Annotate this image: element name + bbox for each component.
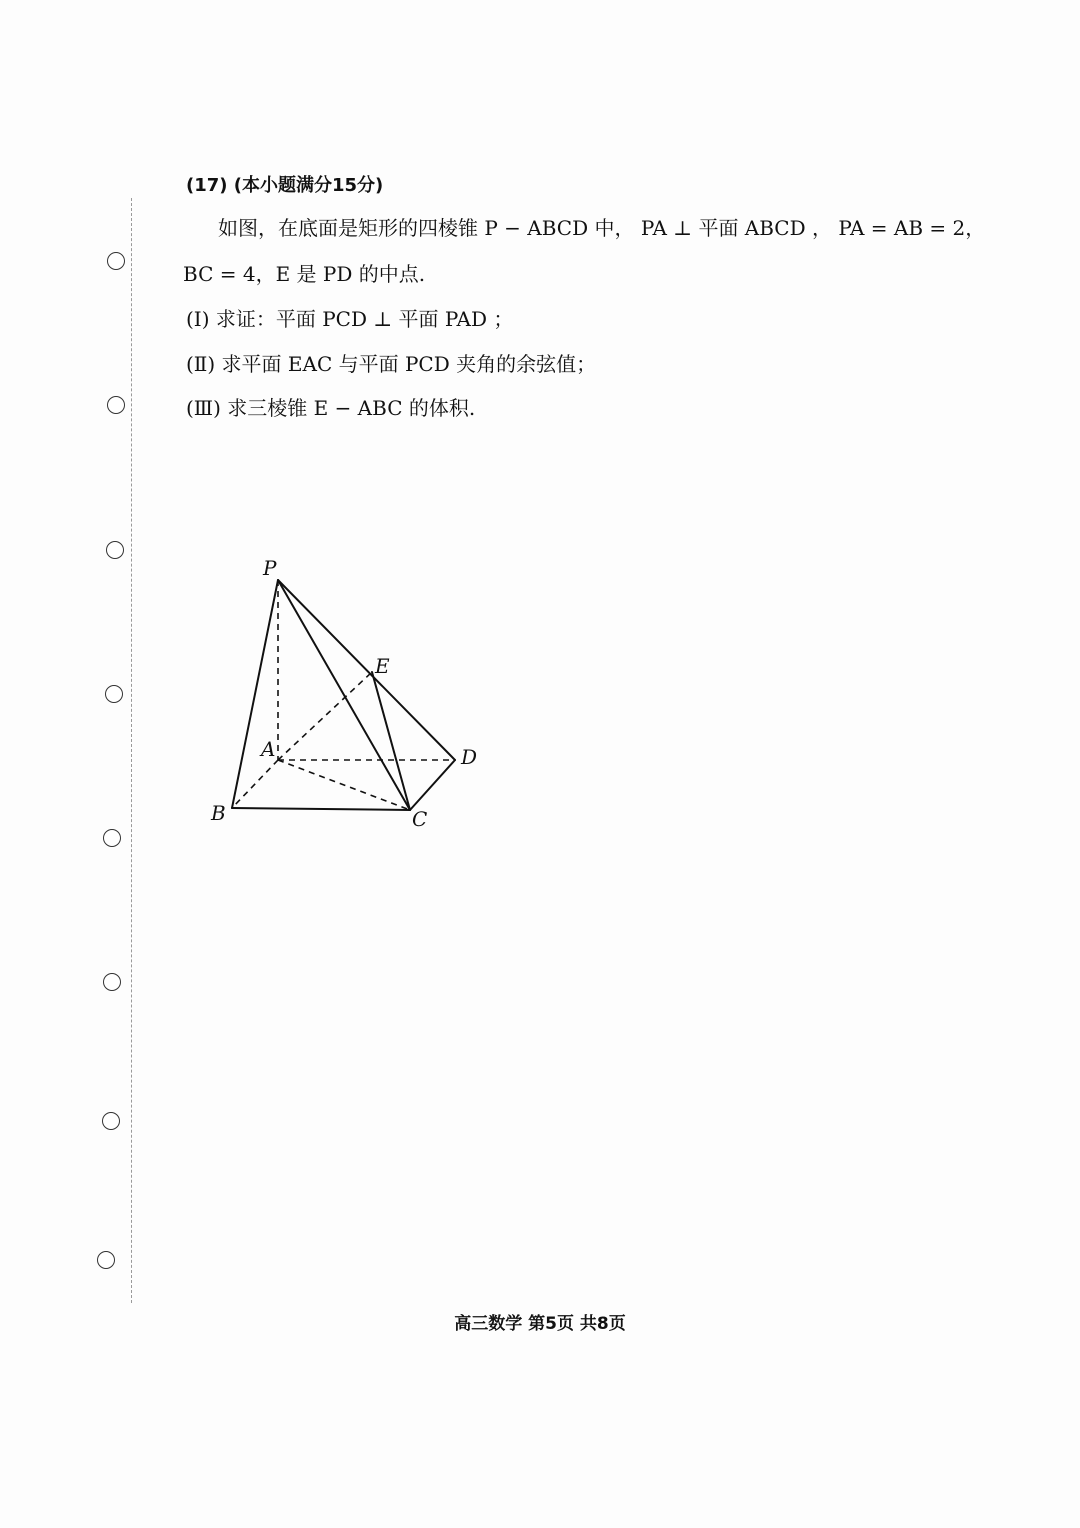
binder-hole bbox=[106, 541, 124, 559]
binder-hole bbox=[103, 973, 121, 991]
vertex-label-A: A bbox=[261, 737, 276, 761]
question-heading: (17) (本小题满分15分) bbox=[186, 175, 384, 196]
binder-hole bbox=[107, 252, 125, 270]
vertex-label-E: E bbox=[375, 654, 390, 678]
page-footer: 高三数学 第5页 共8页 bbox=[454, 1314, 626, 1334]
edge-AC-hidden bbox=[278, 760, 410, 810]
binding-margin-line bbox=[131, 198, 132, 1303]
vertex-label-P: P bbox=[263, 556, 277, 580]
edge-PB bbox=[232, 580, 278, 808]
edge-AB-hidden bbox=[232, 760, 278, 808]
pyramid-figure bbox=[195, 550, 495, 840]
question-part-3: (Ⅲ) 求三棱锥 E − ABC 的体积. bbox=[186, 396, 476, 420]
vertex-label-B: B bbox=[211, 801, 226, 825]
binder-hole bbox=[102, 1112, 120, 1130]
binder-hole bbox=[97, 1251, 115, 1269]
binder-hole bbox=[107, 396, 125, 414]
binder-hole bbox=[105, 685, 123, 703]
question-intro-line1: 如图，在底面是矩形的四棱锥 P − ABCD 中， PA ⊥ 平面 ABCD ， PA = AB = 2， bbox=[218, 216, 986, 240]
edge-EC bbox=[372, 672, 410, 810]
edge-AE-hidden bbox=[278, 672, 372, 760]
edge-BC bbox=[232, 808, 410, 810]
edge-CD bbox=[410, 760, 455, 810]
question-part-2: (Ⅱ) 求平面 EAC 与平面 PCD 夹角的余弦值； bbox=[186, 352, 597, 376]
question-part-1: (Ⅰ) 求证：平面 PCD ⊥ 平面 PAD ； bbox=[186, 307, 514, 331]
question-intro-line2: BC = 4，E 是 PD 的中点. bbox=[183, 262, 426, 286]
vertex-label-D: D bbox=[461, 745, 478, 769]
binder-hole bbox=[103, 829, 121, 847]
vertex-label-C: C bbox=[412, 807, 428, 831]
